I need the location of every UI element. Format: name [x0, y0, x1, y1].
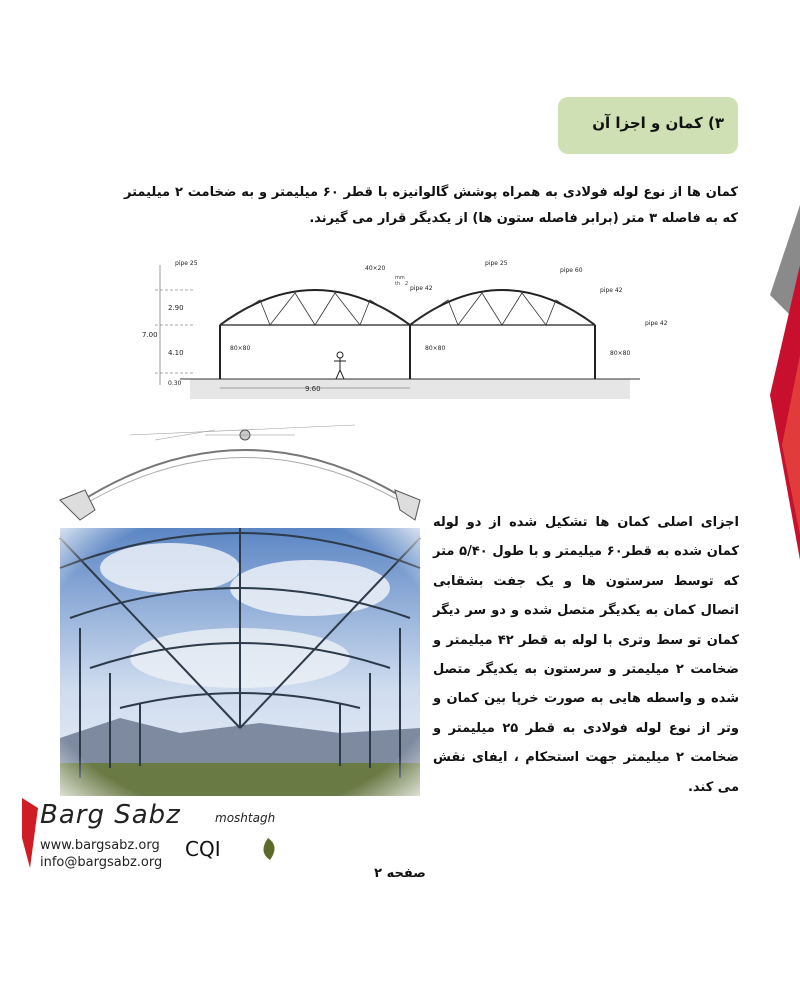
- dim-label: 2.90: [168, 304, 184, 312]
- intro-paragraph: کمان ها از نوع لوله فولادی به همراه پوشش گالوانیزه با قطر ۶۰ میلیمتر و به ضخامت ۲ میلیمتر که به فاصله ۳ متر (برابر فاصله ستون ها) از یکدیگر قرار می گیرند.: [124, 185, 738, 226]
- part-label: 80×80: [230, 345, 251, 352]
- dim-label: 0.30: [168, 380, 182, 387]
- dim-label: 4.10: [168, 349, 184, 357]
- leaf-icon: [258, 838, 278, 860]
- cqi-logo: CQI: [185, 837, 221, 861]
- email-link[interactable]: info@bargsabz.org: [40, 855, 163, 870]
- brand-subtitle: moshtagh: [215, 811, 276, 825]
- dim-label: 7.00: [142, 331, 158, 339]
- brand-name: Barg Sabz: [40, 800, 181, 830]
- section-heading: ۳) کمان و اجزا آن: [592, 114, 724, 132]
- decorative-side-shapes: [760, 205, 800, 560]
- part-label: pipe 42: [645, 320, 668, 327]
- spec-text: th: [395, 281, 401, 287]
- spec-text: mm: [395, 275, 405, 281]
- body-paragraph: اجزای اصلی کمان ها تشکیل شده از دو لوله کمان شده به قطر۶۰ میلیمتر و با طول ۵/۴۰ متر که توسط سرستون ها و یک جفت بشقابی اتصال کمان به یکدیگر متصل شده و دو سر دیگر کمان تو سط وتری با لوله به قطر ۴۲ میلیمتر و ضخامت ۲ میلیمتر و سرستون به یکدیگر متصل شده و واسطه هایی به صورت خرپا بین کمان و وتر از نوع لوله فولادی به قطر ۲۵ میلیمتر و ضخامت ۲ میلیمتر جهت استحکام ، ایفای نقش می کند.: [433, 515, 739, 795]
- greenhouse-photo: [60, 528, 420, 796]
- part-label: pipe 25: [485, 260, 508, 267]
- part-label: pipe 42: [600, 287, 623, 294]
- part-label: pipe 60: [560, 267, 583, 274]
- part-label: pipe 25: [175, 260, 198, 267]
- part-label: pipe 42: [410, 285, 433, 292]
- arch-detail-drawing: [55, 415, 425, 525]
- greenhouse-section-drawing: [120, 255, 668, 400]
- brand-logo-mark: [22, 798, 38, 868]
- website-link[interactable]: www.bargsabz.org: [40, 838, 160, 853]
- part-label: 40×20: [365, 265, 386, 272]
- spec-text: 2: [405, 281, 409, 287]
- part-label: 80×80: [610, 350, 631, 357]
- page-number: صفحه ۲: [374, 866, 426, 881]
- part-label: 80×80: [425, 345, 446, 352]
- section-heading-box: [558, 97, 738, 154]
- dim-label: 9.60: [305, 385, 321, 393]
